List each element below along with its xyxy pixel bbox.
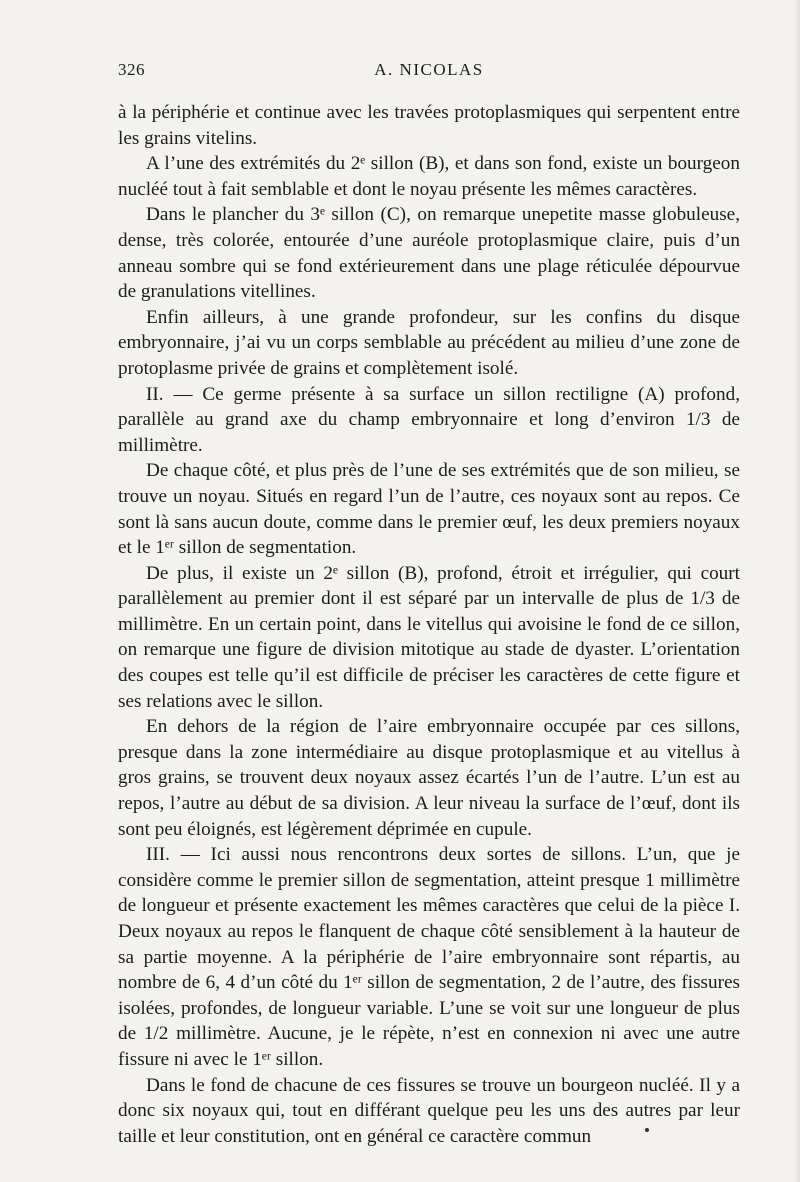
paragraph: Enfin ailleurs, à une grande profondeur, sur les confins du disque embryonnaire, j’ai vu un corps semblable au précédent au milieu d’une zone de protoplasme privée de grains et complètement isolé. — [118, 306, 740, 379]
page-edge-shadow — [794, 0, 800, 1182]
paragraph: A l’une des extrémités du 2ᵉ sillon (B), et dans son fond, existe un bourgeon nucléé tout à fait semblable et dont le noyau présente les mêmes caractères. — [118, 153, 740, 200]
running-head: A. NICOLAS — [374, 60, 484, 79]
paragraph: De chaque côté, et plus près de l’une de ses extrémités que de son milieu, se trouve un noyau. Situés en regard l’un de l’autre, ces noyaux sont au repos. Ce sont là sans aucun doute, comme dans le premier œuf, les deux premiers noyaux et le 1ᵉʳ sillon de segmentation. — [118, 460, 740, 559]
paragraph: De plus, il existe un 2ᵉ sillon (B), profond, étroit et irrégulier, qui court parallèlement au premier dont il est séparé par un intervalle de plus de 1/3 de millimètre. En un certain point, dans le vitellus qui avoisine le fond de ce sillon, on remarque une figure de division mitotique au stade de dyaster. L’orientation des coupes est telle qu’il est difficile de préciser les caractères de cette figure et ses relations avec le sillon. — [118, 562, 740, 712]
page-number: 326 — [118, 60, 145, 79]
body-text — [118, 100, 740, 1149]
paragraph-continuation: à la périphérie et continue avec les travées protoplasmiques qui serpentent entre les grains vitelins. — [118, 102, 740, 149]
page-header — [118, 60, 740, 86]
paragraph: Dans le plancher du 3ᵉ sillon (C), on remarque unepetite masse globuleuse, dense, très colorée, entourée d’une auréole protoplasmique claire, puis d’un anneau sombre qui se fond extérieurement dans une plage réticulée dépourvue de granulations vitellines. — [118, 204, 740, 303]
paragraph: En dehors de la région de l’aire embryonnaire occupée par ces sillons, presque dans la zone intermédiaire au disque protoplasmique et au vitellus à gros grains, se trouvent deux noyaux assez écartés l’un de l’autre. L’un est au repos, l’autre au début de sa division. A leur niveau la surface de l’œuf, dont ils sont peu éloignés, est légèrement déprimée en cupule. — [118, 716, 740, 840]
paragraph-section-ii: II. — Ce germe présente à sa surface un sillon rectiligne (A) profond, parallèle au grand axe du champ embryonnaire et long d’environ 1/3 de millimètre. — [118, 383, 740, 456]
ink-speck — [645, 1128, 649, 1132]
paragraph-section-iii: III. — Ici aussi nous rencontrons deux sortes de sillons. L’un, que je considère comme le premier sillon de segmentation, atteint presque 1 millimètre de longueur et présente exactement les mêmes caractères que celui de la pièce I. Deux noyaux au repos le flanquent de chaque côté sensiblement à la hauteur de sa partie moyenne. A la périphérie de l’aire embryonnaire sont répartis, au nombre de 6, 4 d’un côté du 1ᵉʳ sillon de segmentation, 2 de l’autre, des fissures isolées, profondes, de longueur variable. L’une se voit sur une longueur de plus de 1/2 millimètre. Aucune, je le répète, n’est en connexion ni avec une autre fissure ni avec le 1ᵉʳ sillon. — [118, 844, 740, 1070]
paragraph: Dans le fond de chacune de ces fissures se trouve un bourgeon nucléé. Il y a donc six noyaux qui, tout en différant quelque peu les uns des autres par leur taille et leur constitution, ont en général ce caractère commun — [118, 1074, 740, 1147]
